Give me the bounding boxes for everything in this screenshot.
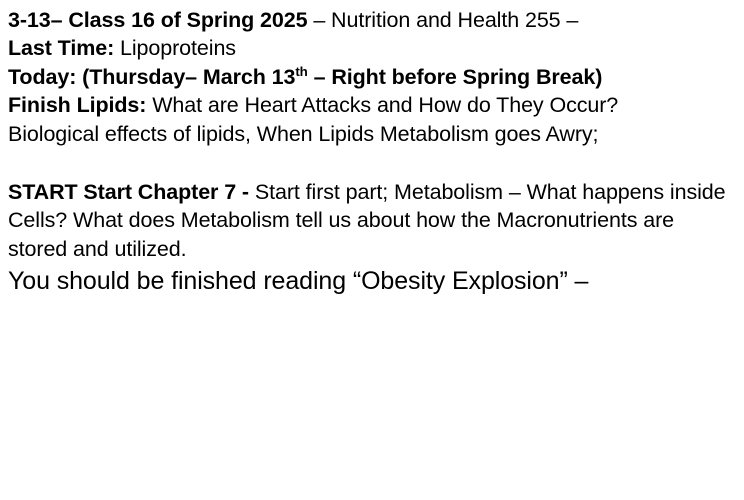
header-rest-text: – Nutrition and Health 255 – — [307, 8, 579, 32]
last-time-label: Last Time: — [8, 36, 115, 61]
start-chapter-label: START Start Chapter 7 - — [8, 179, 255, 204]
today-text: Today: (Thursday– March 13 — [8, 64, 296, 89]
finish-lipids-line — [8, 91, 732, 119]
last-time-text: Lipoproteins — [114, 36, 236, 61]
finish-lipids-label: Finish Lipids: — [8, 93, 147, 118]
slide-body — [8, 6, 732, 297]
start-chapter-text: Start first part; Metabolism – What happens inside Cells? What does Metabolism tell us about how the Macronutrients are stored and utilized. — [8, 179, 726, 261]
today-line — [8, 63, 732, 91]
reading-note-line: You should be finished reading “Obesity Explosion” – — [8, 267, 589, 295]
biological-effects-line: Biological effects of lipids, When Lipids Metabolism goes Awry; — [8, 121, 599, 146]
finish-lipids-text: What are Heart Attacks and How do They Occur? — [146, 93, 619, 118]
last-time-line — [8, 34, 732, 62]
header-line — [8, 6, 732, 34]
paragraph-gap — [8, 148, 732, 178]
today-superscript: th — [295, 63, 308, 79]
header-bold-text: 3-13– Class 16 of Spring 2025 — [8, 8, 308, 32]
start-chapter-line — [8, 178, 732, 263]
today-text-after: – Right before Spring Break) — [307, 64, 603, 89]
